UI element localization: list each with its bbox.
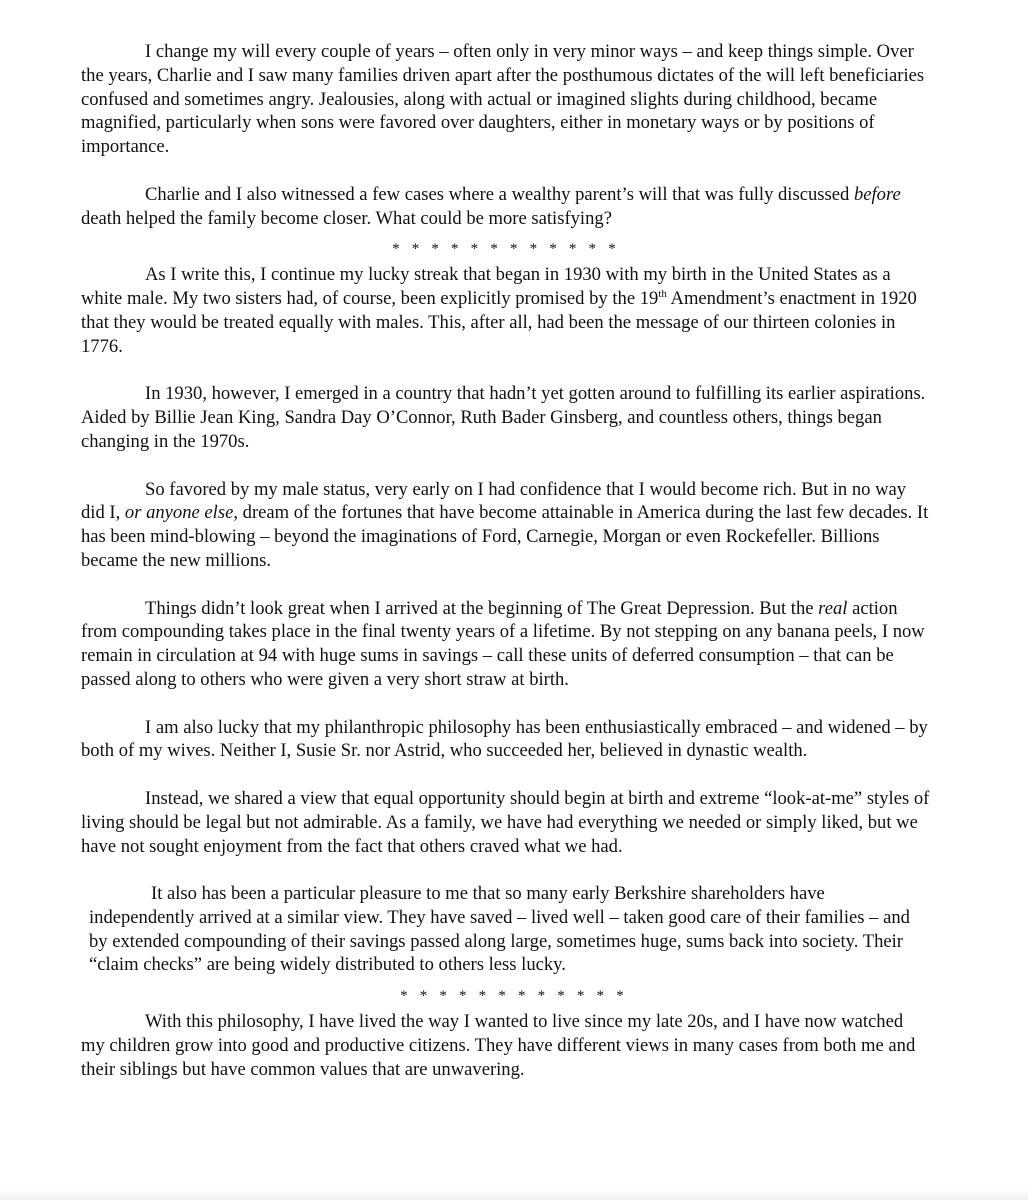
section-separator: * * * * * * * * * * * * xyxy=(392,241,620,258)
paragraph-text: As I write this, I continue my lucky streak that began in 1930 with my birth in the United States as a white male. My two sisters had, of course, been explicitly promised by the 19 xyxy=(81,264,891,310)
paragraph-text: action from compounding takes place in the final twenty years of a lifetime. By not stepping on any banana peels, I now remain in circulation at 94 with huge sums in savings – call these units of deferred consumption – that can be passed along to others who were given a very short straw at birth. xyxy=(81,597,925,690)
paragraph-text: With this philosophy, I have lived the way I wanted to live since my late 20s, and I have now watched my children grow into good and productive citizens. They have different views in many cases from both me and their siblings but have common values that are unwavering. xyxy=(81,1011,916,1080)
paragraph-equal-opportunity xyxy=(81,787,931,858)
paragraph-discussed-will xyxy=(81,183,931,231)
emphasis-or-anyone-else: or anyone else xyxy=(124,502,234,524)
paragraph-shareholders xyxy=(89,882,931,977)
paragraph-text: Things didn’t look great when I arrived at the beginning of The Great Depression. But the xyxy=(145,597,819,619)
paragraph-text: death helped the family become closer. What could be more satisfying? xyxy=(81,207,612,229)
paragraph-great-depression xyxy=(81,597,931,692)
paragraph-text: Charlie and I also witnessed a few cases where a wealthy parent’s will that was fully discussed xyxy=(145,183,854,205)
ordinal-superscript: th xyxy=(658,287,667,300)
paragraph-text: In 1930, however, I emerged in a country that hadn’t yet gotten around to fulfilling its earlier aspirations. Aided by Billie Jean King, Sandra Day O’Connor, Ruth Bader Ginsberg, and countless others, things began changing in the 1970s. xyxy=(81,383,926,452)
emphasis-before: before xyxy=(853,183,901,205)
paragraph-text: So favored by my male status, very early on I had confidence that I would become rich. But in no way did I, xyxy=(81,478,907,524)
paragraph-will-text: I change my will every couple of years – often only in very minor ways – and keep things simple. Over the years, Charlie and I saw many families driven apart after the posthumous dictates of the will left beneficiaries confused and sometimes angry. Jealousies, along with actual or imagined slights during childhood, became magnified, particularly when sons were favored over daughters, either in monetary ways or by positions of importance. xyxy=(81,41,925,158)
paragraph-lucky-streak xyxy=(81,263,931,358)
paragraph-children xyxy=(81,1010,931,1081)
paragraph-text: Instead, we shared a view that equal opportunity should begin at birth and extreme “look-at-me” styles of living should be legal but not admirable. As a family, we have had everything we needed or simply liked, but we have not sought enjoyment from the fact that others craved what we had. xyxy=(81,787,930,857)
paragraph-text: I am also lucky that my philanthropic philosophy has been enthusiastically embraced – and widened – by both of my wives. Neither I, Susie Sr. nor Astrid, who succeeded her, believed in dynastic wealth. xyxy=(81,716,928,762)
paragraph-text: , dream of the fortunes that have become attainable in America during the last few decades. It has been mind-blowing – beyond the imaginations of Ford, Carnegie, Morgan or even Rockefeller. Billions became the new millions. xyxy=(81,502,929,571)
document-page xyxy=(81,40,931,1105)
paragraph-male-status xyxy=(81,478,931,573)
paragraph-text: Amendment’s enactment in 1920 that they would be treated equally with males. This, after all, had been the message of our thirteen colonies in 1776. xyxy=(81,288,917,357)
section-separator: * * * * * * * * * * * * xyxy=(400,988,628,1005)
page-bottom-edge xyxy=(0,1190,1028,1200)
paragraph-philanthropy xyxy=(81,716,931,764)
paragraph-1930 xyxy=(81,382,931,453)
paragraph-will xyxy=(81,40,931,159)
emphasis-real: real xyxy=(818,597,848,619)
paragraph-text: It also has been a particular pleasure to me that so many early Berkshire shareholders have independently arrived at a similar view. They have saved – lived well – taken good care of their families – and by extended compounding of their savings passed along large, sometimes huge, sums back into society. Their “claim checks” are being widely distributed to others less lucky. xyxy=(89,883,910,976)
